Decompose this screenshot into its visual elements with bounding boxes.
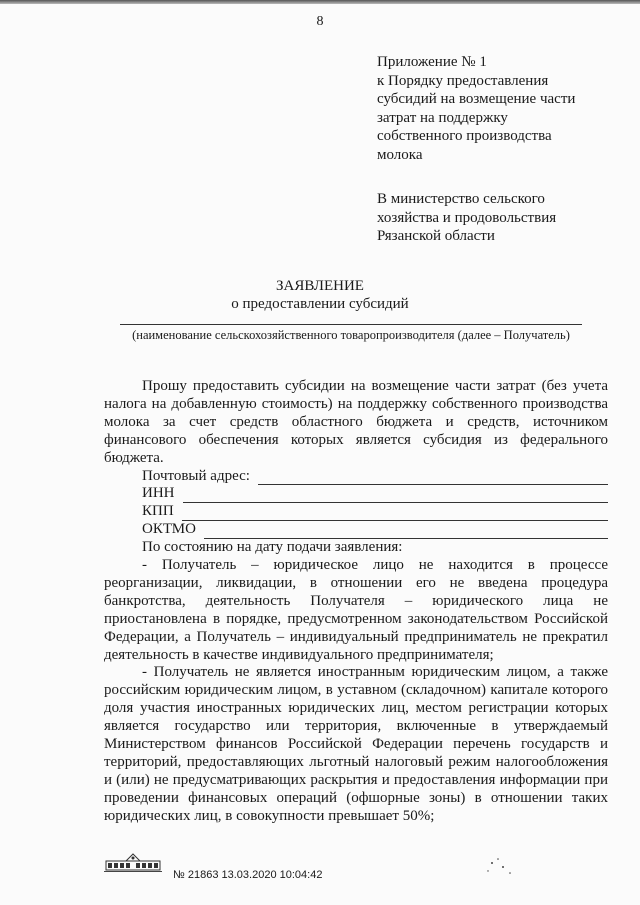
scan-specks-decoration xyxy=(470,853,530,883)
appendix-line: собственного производства xyxy=(377,128,552,145)
page-number: 8 xyxy=(316,14,324,29)
inn-field xyxy=(104,485,608,503)
appendix-line: молока xyxy=(377,146,423,163)
application-body xyxy=(104,378,608,826)
registration-datetime: 13.03.2020 10:04:42 xyxy=(221,869,323,881)
oktmo-line xyxy=(204,526,608,539)
registration-footer xyxy=(173,869,322,881)
document-subtitle: о предоставлении субсидий xyxy=(231,296,409,312)
addressee-block xyxy=(377,190,627,246)
addressee-line: В министерство сельского xyxy=(377,191,545,207)
scan-border xyxy=(0,0,640,4)
inn-line xyxy=(183,490,609,503)
document-registry-stamp-icon xyxy=(104,853,162,871)
appendix-line: субсидий на возмещение части xyxy=(377,91,576,108)
postal-address-label: Почтовый адрес: xyxy=(142,467,250,484)
stamp-caption xyxy=(104,871,162,872)
postal-address-line xyxy=(258,472,608,485)
addressee-line: хозяйства и продовольствия xyxy=(377,209,557,226)
oktmo-label: ОКТМО xyxy=(142,521,196,538)
kpp-label: КПП xyxy=(142,503,174,520)
condition-paragraph-1: - Получатель – юридическое лицо не находится в процессе реорганизации, ликвидации, в отношении его не введена процедура банкротства, деятельность Получателя – юридического лица не приостановлена в порядке, предусмотренном законодательством Российской Федерации, а Получатель – индивидуальный предприниматель не прекратил деятельность в качестве индивидуального предпринимателя; xyxy=(104,557,608,663)
registration-number: № 21863 xyxy=(173,869,219,881)
recipient-name-caption: (наименование сельскохозяйственного товаропроизводителя (далее – Получатель) xyxy=(132,328,570,342)
oktmo-field xyxy=(104,521,608,539)
document-title: ЗАЯВЛЕНИЕ xyxy=(276,278,364,294)
intro-paragraph: Прошу предоставить субсидии на возмещение части затрат (без учета налога на добавленную стоимость) на поддержку собственного производства молока за счет средств областного бюджета и средств, источником финансового обеспечения которых является субсидия из федерального бюджета. xyxy=(104,378,608,466)
kpp-field xyxy=(104,503,608,521)
inn-label: ИНН xyxy=(142,485,175,502)
appendix-block xyxy=(377,53,627,165)
appendix-line: Приложение № 1 xyxy=(377,54,487,70)
state-date-line: По состоянию на дату подачи заявления: xyxy=(142,539,403,556)
kpp-line xyxy=(182,508,608,521)
recipient-name-line xyxy=(120,324,582,325)
appendix-line: к Порядку предоставления xyxy=(377,72,549,89)
postal-address-field xyxy=(104,468,608,486)
condition-paragraph-2: - Получатель не является иностранным юридическим лицом, а также российским юридическим лицом, в уставном (складочном) капитале которого доля участия иностранных юридических лиц, местом регистрации которых является государство или территория, включенные в утверждаемый Министерством финансов Российской Федерации перечень государств и территорий, предоставляющих льготный налоговый режим налогообложения и (или) не предусматривающих раскрытия и предоставления информации при проведении финансовых операций (офшорные зоны) в отношении таких юридических лиц, в совокупности превышает 50%; xyxy=(104,664,608,824)
appendix-line: затрат на поддержку xyxy=(377,109,508,126)
addressee-line: Рязанской области xyxy=(377,228,495,245)
